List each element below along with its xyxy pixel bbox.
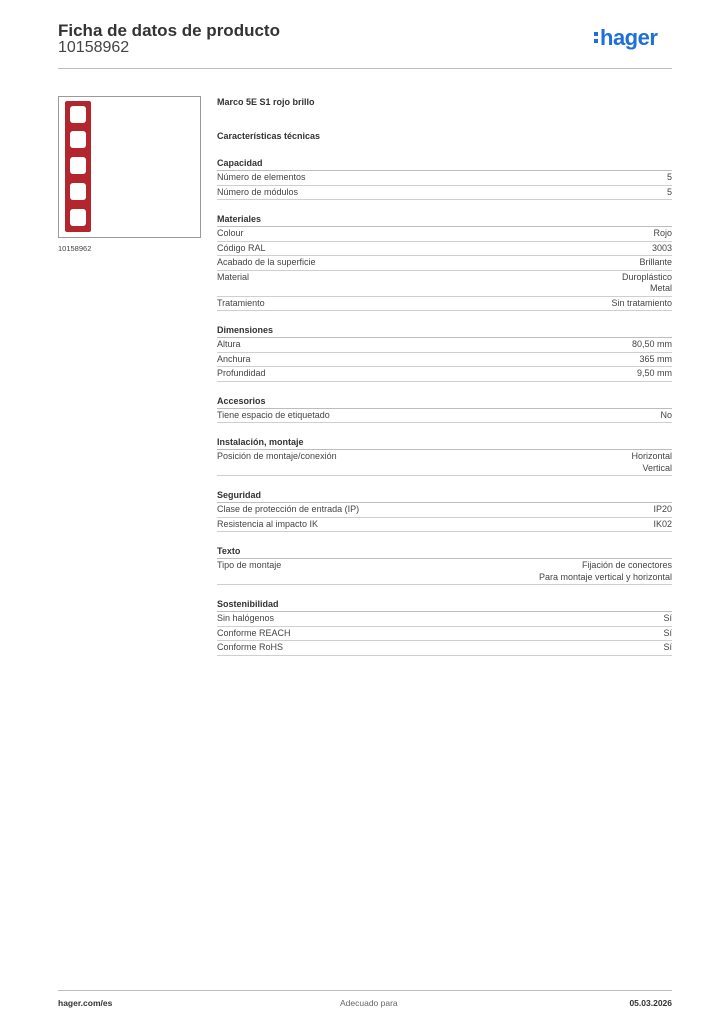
spec-value-line: 80,50 mm bbox=[631, 339, 672, 349]
section-title: Texto bbox=[217, 544, 672, 559]
spec-row bbox=[217, 450, 672, 476]
logo-text: hager bbox=[600, 25, 658, 50]
spec-value-line: Metal bbox=[649, 283, 672, 293]
technical-characteristics-heading: Características técnicas bbox=[217, 131, 321, 141]
image-caption: 10158962 bbox=[58, 244, 92, 253]
spec-value-line: Sí bbox=[663, 627, 672, 638]
spec-row bbox=[217, 503, 672, 518]
spec-label: Clase de protección de entrada (IP) bbox=[217, 504, 360, 514]
spec-row bbox=[217, 271, 672, 297]
spec-value-line: Sí bbox=[663, 642, 672, 652]
spec-value-line: Duroplástico bbox=[621, 271, 672, 282]
spec-label: Acabado de la superficie bbox=[217, 257, 316, 267]
section-title: Materiales bbox=[217, 212, 672, 227]
spec-value bbox=[637, 368, 672, 380]
product-image bbox=[58, 96, 201, 238]
spec-label: Anchura bbox=[217, 353, 251, 364]
spec-value bbox=[653, 504, 672, 516]
section-title: Accesorios bbox=[217, 394, 672, 409]
spec-value-line: Sí bbox=[663, 613, 672, 623]
spec-label: Sin halógenos bbox=[217, 613, 275, 623]
spec-row bbox=[217, 242, 672, 257]
spec-value bbox=[663, 613, 672, 625]
spec-row bbox=[217, 559, 672, 585]
spec-label: Número de módulos bbox=[217, 186, 299, 197]
spec-value bbox=[539, 560, 672, 583]
spec-value bbox=[653, 228, 672, 240]
spec-value bbox=[639, 354, 672, 366]
spec-value-line: 9,50 mm bbox=[636, 368, 672, 378]
page-title: Ficha de datos de producto bbox=[58, 21, 280, 40]
spec-row bbox=[217, 171, 672, 186]
spec-value bbox=[632, 339, 672, 351]
product-code: 10158962 bbox=[58, 39, 130, 56]
spec-label: Colour bbox=[217, 228, 244, 238]
product-name: Marco 5E S1 rojo brillo bbox=[217, 97, 315, 107]
spec-value bbox=[631, 451, 672, 474]
spec-value-line: Brillante bbox=[639, 257, 672, 267]
spec-value-line: Rojo bbox=[653, 228, 672, 238]
spec-row bbox=[217, 641, 672, 656]
spec-row bbox=[217, 409, 672, 424]
spec-label: Tratamiento bbox=[217, 297, 265, 308]
spec-label: Tipo de montaje bbox=[217, 560, 282, 570]
spec-label: Altura bbox=[217, 339, 241, 349]
spec-row bbox=[217, 627, 672, 642]
section-title: Instalación, montaje bbox=[217, 435, 672, 450]
spec-label: Número de elementos bbox=[217, 172, 306, 182]
spec-value bbox=[611, 298, 672, 310]
spec-content bbox=[217, 94, 672, 656]
spec-row bbox=[217, 612, 672, 627]
logo-mark-icon bbox=[594, 32, 598, 46]
spec-value-line: No bbox=[660, 409, 672, 420]
section-title: Seguridad bbox=[217, 488, 672, 503]
spec-value bbox=[667, 172, 672, 184]
spec-row bbox=[217, 227, 672, 242]
spec-row bbox=[217, 353, 672, 368]
spec-value bbox=[663, 642, 672, 654]
spec-value-line: Sin tratamiento bbox=[611, 297, 672, 308]
footer-website: hager.com/es bbox=[58, 998, 113, 1008]
spec-value bbox=[667, 187, 672, 199]
spec-value-line: Vertical bbox=[642, 462, 672, 473]
spec-label: Conforme REACH bbox=[217, 627, 291, 638]
spec-label: Tiene espacio de etiquetado bbox=[217, 409, 330, 420]
spec-label: Resistencia al impacto IK bbox=[217, 518, 319, 529]
footer-suitable-for: Adecuado para bbox=[340, 998, 398, 1008]
spec-value bbox=[652, 243, 672, 255]
spec-value-line: 5 bbox=[666, 186, 672, 197]
spec-value-line: Para montaje vertical y horizontal bbox=[538, 571, 672, 582]
footer-divider bbox=[58, 990, 672, 991]
spec-value-line: Horizontal bbox=[631, 451, 672, 461]
spec-sections bbox=[217, 156, 672, 656]
spec-value-line: Fijación de conectores bbox=[581, 560, 672, 570]
spec-row bbox=[217, 186, 672, 201]
spec-label: Profundidad bbox=[217, 368, 266, 378]
spec-row bbox=[217, 518, 672, 533]
footer-date: 05.03.2026 bbox=[629, 998, 672, 1008]
spec-row bbox=[217, 367, 672, 382]
spec-label: Material bbox=[217, 271, 250, 282]
spec-value-line: IP20 bbox=[653, 504, 672, 514]
header-divider bbox=[58, 68, 672, 69]
hager-logo bbox=[594, 27, 657, 49]
spec-value bbox=[622, 272, 672, 295]
spec-label: Conforme RoHS bbox=[217, 642, 284, 652]
section-title: Dimensiones bbox=[217, 323, 672, 338]
spec-value bbox=[663, 628, 672, 640]
spec-value-line: 5 bbox=[666, 172, 672, 182]
spec-value bbox=[660, 410, 672, 422]
spec-value bbox=[653, 519, 672, 531]
spec-row bbox=[217, 297, 672, 312]
spec-row bbox=[217, 338, 672, 353]
section-title: Capacidad bbox=[217, 156, 672, 171]
spec-label: Código RAL bbox=[217, 242, 266, 253]
spec-value-line: 365 mm bbox=[639, 353, 672, 364]
spec-value-line: 3003 bbox=[651, 242, 672, 253]
spec-label: Posición de montaje/conexión bbox=[217, 451, 337, 461]
spec-row bbox=[217, 256, 672, 271]
spec-value-line: IK02 bbox=[653, 518, 672, 529]
red-frame-image bbox=[65, 101, 91, 232]
spec-value bbox=[639, 257, 672, 269]
section-title: Sostenibilidad bbox=[217, 597, 672, 612]
